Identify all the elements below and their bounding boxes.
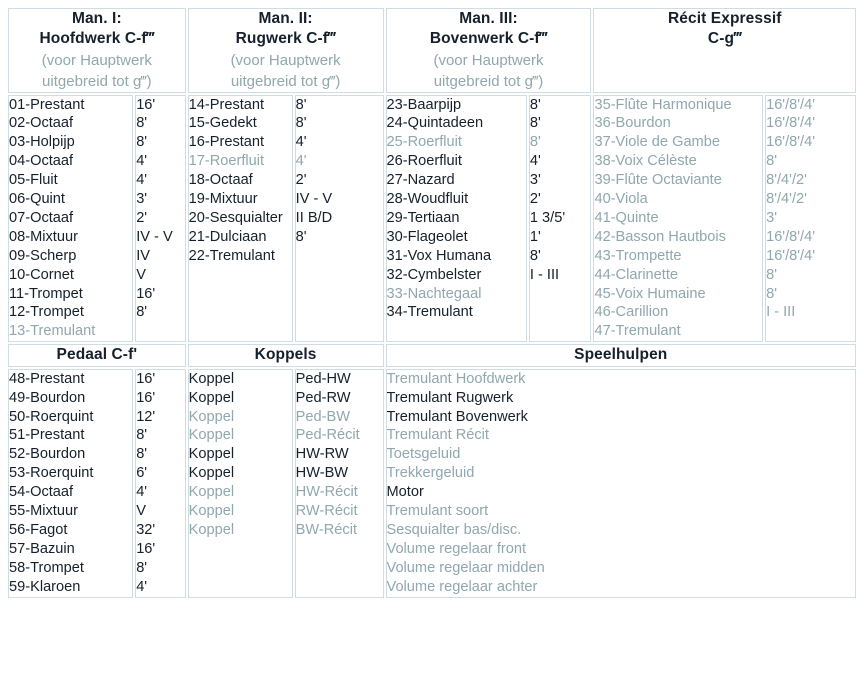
list-item: 51-Prestant <box>9 427 85 444</box>
man1-pitches-cell <box>135 95 185 343</box>
list-item: BW-Récit <box>295 521 358 538</box>
list-item: 03-Holpijp <box>9 134 75 151</box>
list-item: 2' <box>295 172 307 189</box>
header-man2-line2: Rugwerk C-f‴ <box>235 30 336 48</box>
secondary-header-row <box>8 344 856 366</box>
pedaal-names-cell <box>8 369 133 598</box>
list-item: IV - V <box>136 228 173 245</box>
list-item: 4' <box>295 134 307 151</box>
list-item <box>530 285 591 304</box>
list-item: 06-Quint <box>9 191 65 208</box>
header-pedaal-title: Pedaal C-f' <box>56 346 138 364</box>
list-item: 37-Viole de Gambe <box>594 134 720 151</box>
list-item: 38-Voix Célèste <box>594 153 697 170</box>
list-item: IV <box>136 247 150 264</box>
man2-pitch-list <box>296 96 383 266</box>
list-item: 16' <box>136 96 156 113</box>
list-item: 16'/8'/4' <box>766 228 816 245</box>
list-item: 16' <box>136 540 156 557</box>
list-item: 42-Basson Hautbois <box>594 228 726 245</box>
list-item: Volume regelaar front <box>386 540 527 557</box>
list-item: 47-Tremulant <box>594 323 681 340</box>
list-item: 1' <box>529 228 541 245</box>
list-item: 16'/8'/4' <box>766 115 816 132</box>
list-item: 36-Bourdon <box>594 115 671 132</box>
list-item: 25-Roerfluit <box>386 134 462 151</box>
header-man1 <box>8 8 186 93</box>
list-item: 31-Vox Humana <box>386 247 492 264</box>
list-item: Volume regelaar midden <box>386 559 545 576</box>
list-item: Koppel <box>188 408 235 425</box>
list-item: Ped-RW <box>295 389 351 406</box>
list-item: 16-Prestant <box>188 134 265 151</box>
list-item: 8' <box>136 134 148 151</box>
list-item: 09-Scherp <box>9 247 77 264</box>
pedaal-pitches-cell <box>135 369 185 598</box>
list-item <box>136 322 184 341</box>
list-item: 8'/4'/2' <box>766 191 807 208</box>
list-item: 34-Tremulant <box>386 304 473 321</box>
man2-names-cell <box>188 95 293 343</box>
list-item: 56-Fagot <box>9 521 68 538</box>
list-item: 22-Tremulant <box>188 247 275 264</box>
list-item: Toetsgeluid <box>386 446 461 463</box>
list-item: Tremulant Rugwerk <box>386 389 514 406</box>
man3-name-list <box>387 96 526 323</box>
list-item: 07-Octaaf <box>9 209 74 226</box>
list-item: 21-Dulciaan <box>188 228 267 245</box>
list-item: Koppel <box>188 427 235 444</box>
list-item: 1 3/5' <box>529 209 566 226</box>
manual-stops-row <box>8 95 856 343</box>
list-item: 16'/8'/4' <box>766 134 816 151</box>
list-item: 8' <box>529 96 541 113</box>
list-item: 4' <box>295 153 307 170</box>
list-item: 3' <box>136 191 148 208</box>
header-man1-sub1: (voor Hauptwerk <box>41 51 152 69</box>
list-item: 16' <box>136 285 156 302</box>
list-item: HW-RW <box>295 446 349 463</box>
list-item: 4' <box>136 153 148 170</box>
header-man2-sub2: uitgebreid tot g‴) <box>230 72 341 90</box>
list-item: 4' <box>136 172 148 189</box>
list-item: Tremulant Bovenwerk <box>386 408 528 425</box>
list-item: HW-BW <box>295 465 349 482</box>
header-man3-sub1: (voor Hauptwerk <box>433 51 544 69</box>
list-item: 32' <box>136 521 156 538</box>
list-item: 8'/4'/2' <box>766 172 807 189</box>
list-item: 41-Quinte <box>594 209 659 226</box>
list-item: Koppel <box>188 446 235 463</box>
list-item: 4' <box>136 578 148 595</box>
list-item: 4' <box>136 484 148 501</box>
list-item: Volume regelaar achter <box>386 578 538 595</box>
man3-pitch-list <box>530 96 591 323</box>
list-item: I - III <box>766 304 796 321</box>
list-item: Koppel <box>188 503 235 520</box>
list-item: 02-Octaaf <box>9 115 74 132</box>
list-item: 20-Sesquialter <box>188 209 283 226</box>
list-item: Sesquialter bas/disc. <box>386 521 522 538</box>
list-item: V <box>136 266 146 283</box>
list-item: 8' <box>136 115 148 132</box>
list-item: 04-Octaaf <box>9 153 74 170</box>
list-item: 54-Octaaf <box>9 484 74 501</box>
man3-names-cell <box>386 95 527 343</box>
speelhulpen-cell <box>386 369 856 598</box>
list-item: 45-Voix Humaine <box>594 285 706 302</box>
list-item: 40-Viola <box>594 191 648 208</box>
list-item: 16'/8'/4' <box>766 96 816 113</box>
pedaal-name-list <box>9 370 132 597</box>
organ-disposition-table <box>6 6 858 600</box>
list-item: 44-Clarinette <box>594 266 679 283</box>
list-item: 3' <box>529 172 541 189</box>
man1-name-list <box>9 96 132 342</box>
list-item: 8' <box>295 228 307 245</box>
list-item: 8' <box>529 115 541 132</box>
list-item: 23-Baarpijp <box>386 96 462 113</box>
koppels-targets-cell <box>295 369 384 598</box>
list-item: II B/D <box>295 209 333 226</box>
header-speelhulpen <box>386 344 856 366</box>
list-item: Tremulant Hoofdwerk <box>386 370 526 387</box>
list-item: Ped-BW <box>295 408 350 425</box>
list-item: 39-Flûte Octaviante <box>594 172 722 189</box>
list-item: 8' <box>766 285 777 302</box>
list-item: 8' <box>529 247 541 264</box>
man1-names-cell <box>8 95 133 343</box>
list-item: Koppel <box>188 370 235 387</box>
list-item: 14-Prestant <box>188 96 265 113</box>
list-item: 8' <box>766 153 777 170</box>
header-man2-sub1: (voor Hauptwerk <box>230 51 341 69</box>
header-recit-line1: Récit Expressif <box>667 10 782 27</box>
man2-pitches-cell <box>295 95 384 343</box>
list-item <box>530 303 591 322</box>
list-item: 12-Trompet <box>9 304 84 321</box>
list-item: HW-Récit <box>295 484 358 501</box>
list-item: 19-Mixtuur <box>188 191 258 208</box>
list-item: Ped-HW <box>295 370 351 387</box>
list-item: 55-Mixtuur <box>9 503 78 520</box>
list-item: V <box>136 503 146 520</box>
list-item: 57-Bazuin <box>9 540 75 557</box>
list-item: Koppel <box>188 484 235 501</box>
list-item: Koppel <box>188 465 235 482</box>
list-item: 2' <box>136 209 148 226</box>
koppels-target-list <box>296 370 383 540</box>
header-man2-line1: Man. II: <box>258 10 313 27</box>
header-speelhulpen-title: Speelhulpen <box>574 346 668 364</box>
list-item: IV - V <box>295 191 333 208</box>
list-item: Tremulant soort <box>386 503 489 520</box>
list-item: 16' <box>136 389 156 406</box>
list-item: 4' <box>529 153 541 170</box>
list-item: 29-Tertiaan <box>386 209 460 226</box>
header-koppels <box>188 344 384 366</box>
secondary-stops-row <box>8 369 856 598</box>
list-item: 08-Mixtuur <box>9 228 78 245</box>
list-item: 16'/8'/4' <box>766 247 816 264</box>
list-item <box>766 322 855 341</box>
list-item: I - III <box>529 266 560 283</box>
list-item: 6' <box>136 465 148 482</box>
list-item: 18-Octaaf <box>188 172 253 189</box>
list-item: 33-Nachtegaal <box>386 285 482 302</box>
list-item: 52-Bourdon <box>9 446 86 463</box>
header-man3-line2: Bovenwerk C-f‴ <box>429 30 548 48</box>
list-item: Koppel <box>188 521 235 538</box>
list-item: 8' <box>295 115 307 132</box>
header-man3 <box>386 8 592 93</box>
recit-pitch-list <box>766 96 855 342</box>
list-item: 11-Trompet <box>9 285 83 302</box>
list-item: 10-Cornet <box>9 266 74 283</box>
list-item: 15-Gedekt <box>188 115 257 132</box>
list-item: 43-Trompette <box>594 247 682 264</box>
list-item: 8' <box>529 134 541 151</box>
pedaal-pitch-list <box>136 370 184 597</box>
recit-name-list <box>594 96 762 342</box>
list-item: 30-Flageolet <box>386 228 468 245</box>
list-item: RW-Récit <box>295 503 358 520</box>
man1-pitch-list <box>136 96 184 342</box>
list-item: 12' <box>136 408 156 425</box>
koppels-name-list <box>189 370 292 540</box>
list-item: 13-Tremulant <box>9 323 96 340</box>
header-recit <box>593 8 856 93</box>
list-item: 24-Quintadeen <box>386 115 484 132</box>
list-item: 3' <box>766 209 777 226</box>
list-item: 50-Roerquint <box>9 408 94 425</box>
list-item: 05-Fluit <box>9 172 58 189</box>
list-item: Ped-Récit <box>295 427 360 444</box>
list-item: 32-Cymbelster <box>386 266 482 283</box>
header-man3-sub2: uitgebreid tot g‴) <box>433 72 544 90</box>
header-recit-line2: C-g‴ <box>707 30 742 48</box>
list-item: Koppel <box>188 389 235 406</box>
list-item: 46-Carillion <box>594 304 669 321</box>
man3-pitches-cell <box>529 95 592 343</box>
list-item: 53-Roerquint <box>9 465 94 482</box>
list-item: 01-Prestant <box>9 96 85 113</box>
recit-names-cell <box>593 95 763 343</box>
list-item: 17-Roerfluit <box>188 153 265 170</box>
list-item: 16' <box>136 370 156 387</box>
manual-header-row <box>8 8 856 93</box>
list-item: 59-Klaroen <box>9 578 81 595</box>
speelhulpen-list <box>387 370 855 597</box>
header-koppels-title: Koppels <box>254 346 317 364</box>
recit-pitches-cell <box>765 95 856 343</box>
list-item: 8' <box>136 304 148 321</box>
list-item: 2' <box>529 191 541 208</box>
list-item: 35-Flûte Harmonique <box>594 96 732 113</box>
list-item: 26-Roerfluit <box>386 153 462 170</box>
list-item: 8' <box>136 446 148 463</box>
header-man3-line1: Man. III: <box>459 10 518 27</box>
header-man1-line1: Man. I: <box>71 10 122 27</box>
header-pedaal <box>8 344 186 366</box>
list-item: Trekkergeluid <box>386 465 475 482</box>
list-item: 8' <box>295 96 307 113</box>
list-item: 28-Woudfluit <box>386 191 469 208</box>
list-item: 8' <box>136 427 148 444</box>
man2-name-list <box>189 96 292 266</box>
list-item: Motor <box>386 484 424 501</box>
list-item <box>296 247 383 266</box>
list-item: 58-Trompet <box>9 559 84 576</box>
header-man2 <box>188 8 384 93</box>
list-item: 27-Nazard <box>386 172 455 189</box>
header-man1-line2: Hoofdwerk C-f‴ <box>39 30 155 48</box>
list-item: 48-Prestant <box>9 370 85 387</box>
list-item: 8' <box>136 559 148 576</box>
list-item: Tremulant Récit <box>386 427 489 444</box>
list-item: 49-Bourdon <box>9 389 86 406</box>
header-man1-sub2: uitgebreid tot g‴) <box>42 72 152 90</box>
koppels-names-cell <box>188 369 293 598</box>
list-item: 8' <box>766 266 777 283</box>
